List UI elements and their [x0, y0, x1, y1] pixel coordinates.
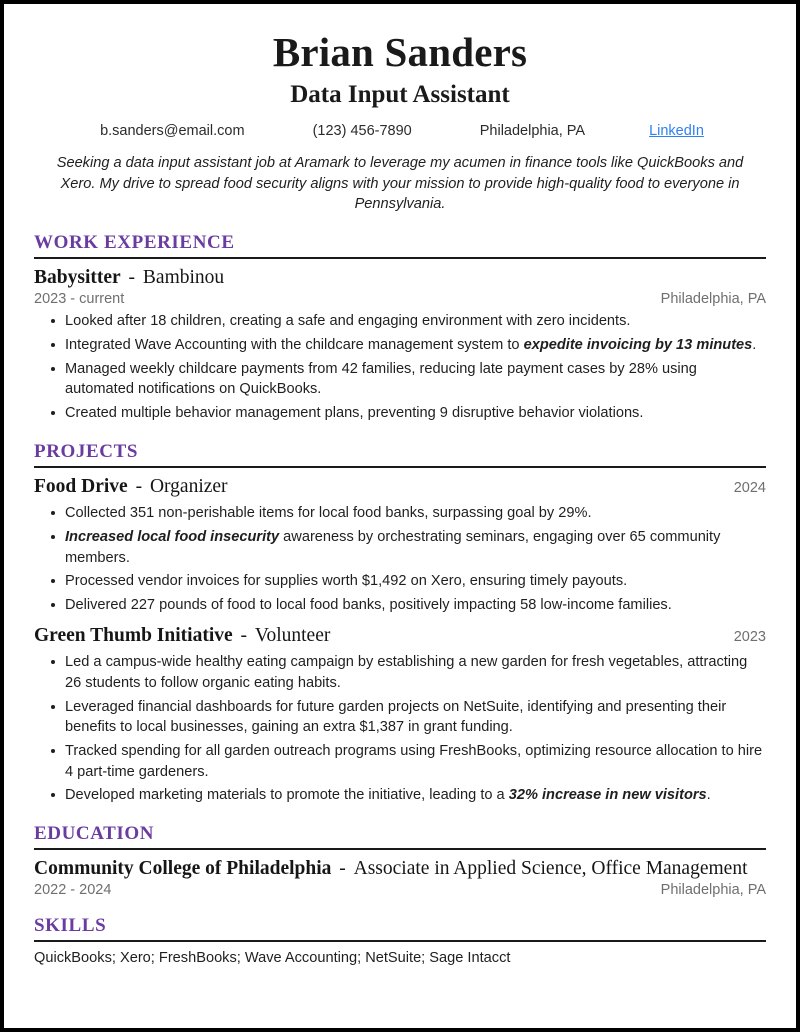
section-title-skills: SKILLS: [34, 915, 107, 937]
entry-date: 2024: [733, 479, 766, 496]
bullet-text: awareness by orchestrating seminars, engaging over 65 community members.: [65, 528, 721, 566]
entry-heading: [34, 623, 330, 648]
resume-entry: [34, 265, 766, 424]
entry-location: Philadelphia, PA: [660, 882, 766, 899]
entry-dates: 2023 - current: [34, 291, 125, 308]
skills-list: QuickBooks; Xero; FreshBooks; Wave Accounting; NetSuite; Sage Intacct: [34, 950, 511, 967]
entry-bullet-list: [34, 311, 766, 424]
contact-phone: (123) 456-7890: [312, 122, 412, 139]
contact-email: b.sanders@email.com: [100, 122, 245, 139]
bullet-item: [34, 595, 766, 616]
entry-role: Volunteer: [254, 624, 331, 646]
section-divider: [34, 848, 766, 850]
bullet-emphasis: expedite invoicing by 13 minutes: [523, 337, 753, 354]
entry-separator: -: [334, 857, 351, 879]
entry-role: Bambinou: [142, 266, 225, 288]
section-divider: [34, 466, 766, 468]
entry-bullet-list: [34, 503, 766, 616]
entry-meta: [34, 291, 766, 307]
education-entries: [34, 856, 766, 898]
section-education: [34, 824, 766, 898]
section-title-education: EDUCATION: [34, 823, 155, 845]
entry-bullet-list: [34, 652, 766, 806]
work-entries: [34, 265, 766, 424]
entry-separator: -: [123, 266, 140, 288]
entry-role: Organizer: [149, 475, 228, 497]
bullet-item: [34, 652, 766, 693]
bullet-text: Delivered 227 pounds of food to local food banks, positively impacting 58 low-income families.: [65, 597, 672, 613]
entry-heading: [34, 474, 228, 499]
entry-meta: [34, 882, 766, 898]
job-title: Data Input Assistant: [290, 80, 510, 108]
entry-separator: -: [235, 624, 252, 646]
bullet-text: Integrated Wave Accounting with the childcare management system to: [65, 337, 524, 354]
bullet-emphasis: 32% increase in new visitors: [508, 787, 707, 804]
resume-entry: [34, 474, 766, 616]
linkedin-link[interactable]: LinkedIn: [649, 122, 704, 139]
bullet-item: [34, 571, 766, 592]
entry-header: [34, 265, 766, 290]
section-projects: [34, 442, 766, 806]
bullet-text: Collected 351 non-perishable items for local food banks, surpassing goal by 29%.: [65, 505, 592, 522]
bullet-text: Created multiple behavior management plans, preventing 9 disruptive behavior violations.: [65, 405, 644, 422]
contact-location: Philadelphia, PA: [479, 122, 586, 139]
entry-dates: 2022 - 2024: [34, 882, 112, 899]
bullet-text: Leveraged financial dashboards for future garden projects on NetSuite, identifying and presenting their benefits to local businesses, gaining an extra $1,387 in grant funding.: [65, 698, 727, 736]
entry-heading: [34, 856, 748, 881]
entry-organization: Food Drive: [34, 475, 128, 497]
section-skills: [34, 916, 766, 969]
bullet-item: [34, 503, 766, 524]
bullet-item: [34, 403, 766, 424]
bullet-item: [34, 741, 766, 782]
contact-row: [34, 123, 766, 139]
entry-header: [34, 856, 766, 881]
entry-organization: Green Thumb Initiative: [34, 624, 233, 646]
bullet-emphasis: Increased local food insecurity: [65, 528, 280, 545]
bullet-item: [34, 359, 766, 400]
bullet-text: .: [752, 337, 757, 354]
resume-entry: [34, 623, 766, 806]
bullet-text: Tracked spending for all garden outreach programs using FreshBooks, optimizing resource allocation to hire 4 part-time gardeners.: [65, 742, 763, 780]
entry-organization: Babysitter: [34, 266, 121, 288]
bullet-text: .: [706, 787, 711, 804]
resume-header: [34, 30, 766, 215]
bullet-text: Developed marketing materials to promote the initiative, leading to a: [65, 787, 509, 804]
bullet-item: [34, 785, 766, 806]
entry-header: [34, 623, 766, 648]
entry-date: 2023: [733, 628, 766, 645]
section-work-experience: [34, 233, 766, 424]
resume-entry: [34, 856, 766, 898]
bullet-item: [34, 697, 766, 738]
entry-header: [34, 474, 766, 499]
bullet-text: Managed weekly childcare payments from 42 families, reducing late payment cases by 28% using automated notifications on QuickBooks.: [65, 360, 697, 398]
section-title-work-experience: WORK EXPERIENCE: [34, 232, 235, 254]
bullet-text: Looked after 18 children, creating a safe and engaging environment with zero incidents.: [65, 313, 631, 330]
bullet-text: Processed vendor invoices for supplies worth $1,492 on Xero, ensuring timely payouts.: [65, 573, 628, 590]
section-divider: [34, 257, 766, 259]
entry-separator: -: [130, 475, 147, 497]
page-title: Brian Sanders: [272, 29, 528, 75]
bullet-item: [34, 527, 766, 568]
section-title-projects: PROJECTS: [34, 440, 139, 462]
section-divider: [34, 940, 766, 942]
entry-location: Philadelphia, PA: [660, 291, 766, 308]
entry-heading: [34, 265, 224, 290]
entry-role: Associate in Applied Science, Office Management: [353, 857, 748, 879]
bullet-text: Led a campus-wide healthy eating campaign by establishing a new garden for fresh vegetables, attracting 26 students to follow organic eating habits.: [65, 654, 748, 691]
project-entries: [34, 474, 766, 806]
entry-organization: Community College of Philadelphia: [34, 857, 332, 879]
bullet-item: [34, 311, 766, 332]
summary-text: Seeking a data input assistant job at Aramark to leverage my acumen in finance tools like QuickBooks and Xero. My drive to spread food security aligns with your mission to provide high-quality food to everyone in Pennsylvania.: [56, 154, 744, 213]
bullet-item: [34, 335, 766, 356]
